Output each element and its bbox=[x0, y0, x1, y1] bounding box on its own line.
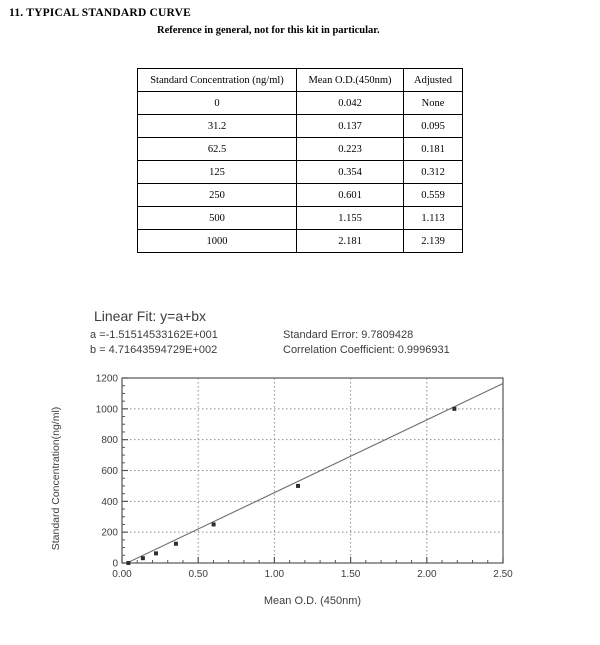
x-tick-label: 0.50 bbox=[188, 569, 208, 580]
fit-standard-error: Standard Error: 9.7809428 bbox=[283, 329, 414, 341]
cell-mean-od: 0.042 bbox=[297, 92, 404, 115]
col-header-adjusted: Adjusted bbox=[404, 69, 463, 92]
cell-mean-od: 0.137 bbox=[297, 115, 404, 138]
cell-concentration: 0 bbox=[138, 92, 297, 115]
x-tick-label: 1.00 bbox=[264, 569, 285, 580]
table-row bbox=[138, 184, 463, 207]
x-tick-label: 0.00 bbox=[112, 569, 132, 580]
cell-adjusted: 0.312 bbox=[404, 161, 463, 184]
data-point-marker bbox=[452, 407, 456, 411]
y-tick-label: 1000 bbox=[95, 404, 118, 416]
y-tick-label: 400 bbox=[101, 496, 118, 508]
fit-line bbox=[127, 384, 503, 563]
data-point-marker bbox=[141, 556, 145, 560]
col-header-concentration: Standard Concentration (ng/ml) bbox=[138, 69, 297, 92]
page-title: 11. TYPICAL STANDARD CURVE bbox=[9, 7, 192, 19]
fit-a-value: a =-1.51514533162E+001 bbox=[90, 329, 218, 341]
x-tick-label: 1.50 bbox=[340, 569, 361, 580]
table-header bbox=[138, 69, 463, 92]
x-tick-label: 2.00 bbox=[417, 569, 437, 580]
y-tick-label: 800 bbox=[101, 435, 118, 447]
data-point-marker bbox=[154, 551, 158, 555]
data-point-marker bbox=[126, 561, 130, 565]
y-tick-label: 1200 bbox=[95, 373, 118, 385]
fit-parameters bbox=[90, 329, 450, 356]
x-tick-label: 2.50 bbox=[493, 569, 513, 580]
standards-table bbox=[137, 68, 463, 253]
table-row bbox=[138, 207, 463, 230]
table-row bbox=[138, 138, 463, 161]
y-tick-label: 0 bbox=[112, 558, 118, 570]
cell-adjusted: 0.559 bbox=[404, 184, 463, 207]
cell-adjusted: 0.095 bbox=[404, 115, 463, 138]
y-tick-label: 200 bbox=[101, 527, 118, 539]
table-body bbox=[138, 92, 463, 253]
cell-adjusted: None bbox=[404, 92, 463, 115]
subtitle: Reference in general, not for this kit in particular. bbox=[157, 25, 380, 36]
cell-concentration: 125 bbox=[138, 161, 297, 184]
cell-mean-od: 2.181 bbox=[297, 230, 404, 253]
cell-concentration: 250 bbox=[138, 184, 297, 207]
data-point-marker bbox=[212, 522, 216, 526]
col-header-mean-od: Mean O.D.(450nm) bbox=[297, 69, 404, 92]
table-row bbox=[138, 115, 463, 138]
cell-mean-od: 0.601 bbox=[297, 184, 404, 207]
standard-curve-chart bbox=[45, 362, 525, 622]
fit-b-value: b = 4.71643594729E+002 bbox=[90, 344, 218, 356]
cell-adjusted: 1.113 bbox=[404, 207, 463, 230]
x-axis-label: Mean O.D. (450nm) bbox=[263, 595, 362, 607]
y-tick-label: 600 bbox=[101, 466, 118, 477]
data-point-marker bbox=[174, 542, 178, 546]
table-header-row bbox=[138, 69, 463, 92]
table-row bbox=[138, 230, 463, 253]
table-row bbox=[138, 92, 463, 115]
cell-concentration: 500 bbox=[138, 207, 297, 230]
cell-adjusted: 2.139 bbox=[404, 230, 463, 253]
table-row bbox=[138, 161, 463, 184]
cell-concentration: 31.2 bbox=[138, 115, 297, 138]
cell-mean-od: 0.354 bbox=[297, 161, 404, 184]
fit-equation-heading: Linear Fit: y=a+bx bbox=[94, 308, 207, 324]
cell-concentration: 62.5 bbox=[138, 138, 297, 161]
linear-fit-block bbox=[90, 308, 450, 356]
y-axis-label: Standard Concentration(ng/ml) bbox=[50, 406, 62, 551]
fit-correlation-coefficient: Correlation Coefficient: 0.9996931 bbox=[283, 344, 450, 356]
cell-mean-od: 1.155 bbox=[297, 207, 404, 230]
cell-adjusted: 0.181 bbox=[404, 138, 463, 161]
cell-mean-od: 0.223 bbox=[297, 138, 404, 161]
data-point-marker bbox=[296, 484, 300, 488]
cell-concentration: 1000 bbox=[138, 230, 297, 253]
